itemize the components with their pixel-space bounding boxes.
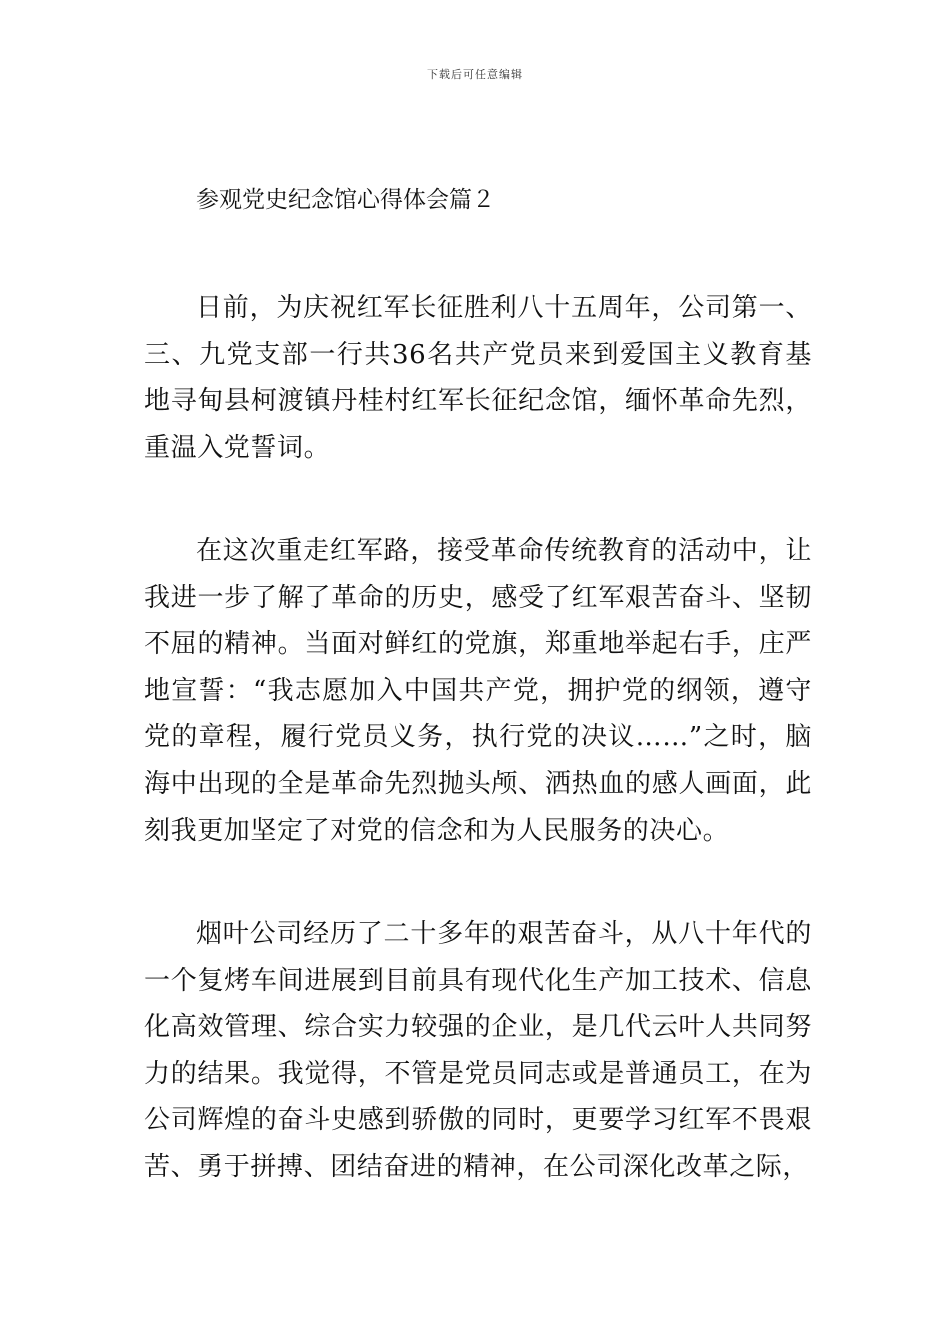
paragraph-3: 烟叶公司经历了二十多年的艰苦奋斗，从八十年代的一个复烤车间进展到目前具有现代化生产加工技术、信息化高效管理、综合实力较强的企业，是几代云叶人共同努力的结果。我觉得，不管是党员同志或是普通员工，在为公司辉煌的奋斗史感到骄傲的同时，更要学习红军不畏艰苦、勇于拼搏、团结奋进的精神，在公司深化改革之际， xyxy=(144,919,812,1182)
document-title: 参观党史纪念馆心得体会篇２ xyxy=(196,187,495,213)
paragraph-2: 在这次重走红军路，接受革命传统教育的活动中，让我进一步了解了革命的历史，感受了红军艰苦奋斗、坚韧不屈的精神。当面对鲜红的党旗，郑重地举起右手，庄严地宣誓：“我志愿加入中国共产党，拥护党的纲领，遵守党的章程，履行党员义务，执行党的决议……”之时，脑海中出现的全是革命先烈抛头颅、洒热血的感人画面，此刻我更加坚定了对党的信念和为人民服务的决心。 xyxy=(144,536,812,846)
paragraph-1: 日前，为庆祝红军长征胜利八十五周年，公司第一、三、九党支部一行共36名共产党员来到爱国主义教育基地寻甸县柯渡镇丹桂村红军长征纪念馆，缅怀革命先烈，重温入党誓词。 xyxy=(144,293,812,463)
header-note: 下载后可任意编辑 xyxy=(427,68,523,81)
